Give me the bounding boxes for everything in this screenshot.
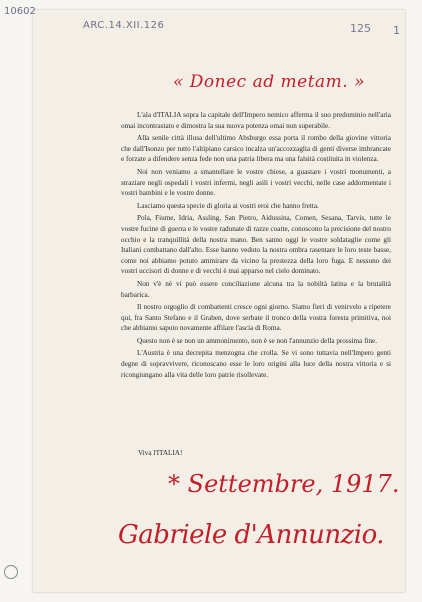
paragraph: Alla senile città illusa dell'ultimo Absburgo essa porta il rombo della giovine vittoria che dall'Isonzo per tutto l'altipiano carsico incalza un'accozzaglia di genti diverse imbrancate e forzate a difendere senza fede non una patria libera ma una falsità costituita in violenza. — [121, 134, 391, 164]
paragraph: Noi non veniamo a smantellare le vostre chiese, a guastare i vostri monumenti, a straziare negli ospedali i vostri infermi, negli asili i vostri vecchi, nelle case addormentate i vostri bambini e le vostre donne. — [121, 167, 391, 198]
archive-annotation: ARC.14.XII.126 — [83, 20, 165, 31]
handwritten-signature: Gabriele d'Annunzio. — [118, 520, 385, 550]
left-annotation: 10602 — [4, 6, 36, 17]
paragraph: Pola, Fiume, Idria, Assling, San Pietro, Aidussina, Comen, Sesana, Tarvis, tutte le vostre fucine di guerra e le vostre radunate di razze coatte, conoscono la precisione del nostro occhio e la tranquillità della nostra mano. Ben sanno oggi le vostre soldataglie come gli Italiani combattano dall'alto. Esse hanno veduto la nostra ombra rasentare le loro teste basse, come noi abbiamo potuto ammirare da vicino la prestezza della loro fuga. E nessuno dei vostri uccisori di donne e di vecchi è mai apparso nel cielo dominato. — [121, 214, 391, 276]
closing-line: Viva l'ITALIA! — [138, 449, 183, 457]
motto-heading: « Donec ad metam. » — [173, 72, 366, 92]
paragraph: Il nostro orgoglio di combattenti cresce ogni giorno. Siamo fieri di venirvelo a ripetere qui, fra Santo Stefano e il Graben, dove serbate il tronco della vostra foresta primitiva, noi che abbiamo saputo novamente affilare l'ascia di Roma. — [121, 303, 391, 333]
paragraph: L'ala d'ITALIA sopra la capitale dell'Impero nemico afferma il suo predominio nell'aria omai incontrastato e dimostra la sua nuova potenza omai non superabile. — [121, 111, 391, 130]
page-number-annotation: 125 — [350, 22, 371, 35]
right-annotation: 1 — [393, 24, 400, 37]
paragraph: L'Austria è una decrepita menzogna che crolla. Se vi sono tuttavia nell'Impero genti degne di sopravvivere, riconoscano esse le loro origini alla luce della nostra vittoria e si ricongiungano alla vita delle loro patrie risollevate. — [121, 349, 391, 379]
handwritten-date: * Settembre, 1917. — [168, 470, 400, 498]
paragraph: Questo non è se non un ammonimento, non è se non l'annunzio della prossima fine. — [137, 336, 378, 345]
paragraph: Non v'è nè vi può essere conciliazione alcuna tra la nobiltà latina e la brutalità barbarica. — [121, 279, 391, 299]
document-sheet — [33, 10, 405, 592]
paragraph: Lasciamo questa specie di gloria ai vostri eroi che hanno fretta. — [137, 201, 319, 210]
manifesto-body — [121, 110, 391, 382]
stamp-icon — [4, 565, 18, 579]
